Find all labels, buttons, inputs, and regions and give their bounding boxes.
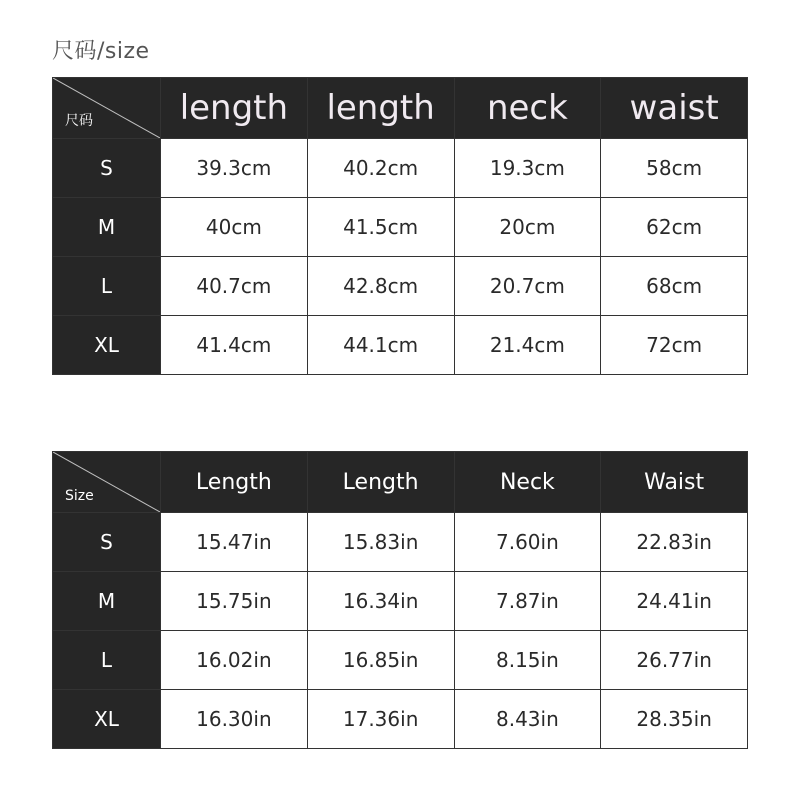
row-size-label: L <box>53 631 161 690</box>
corner-cell <box>53 452 161 513</box>
column-header: neck <box>454 78 601 139</box>
column-header: Length <box>161 452 308 513</box>
page-title: 尺码/size <box>52 39 150 64</box>
column-header: waist <box>601 78 748 139</box>
row-size-label: M <box>53 572 161 631</box>
row-size-label: S <box>53 139 161 198</box>
row-size-label: XL <box>53 690 161 749</box>
table-cell: 22.83in <box>601 513 748 572</box>
table-row <box>53 198 748 257</box>
table-row <box>53 316 748 375</box>
table-header-row <box>53 78 748 139</box>
table-cell: 15.75in <box>161 572 308 631</box>
table-cell: 8.43in <box>454 690 601 749</box>
table-cell: 44.1cm <box>307 316 454 375</box>
size-table-cm <box>52 77 748 375</box>
table-cell: 72cm <box>601 316 748 375</box>
column-header: Neck <box>454 452 601 513</box>
table-cell: 7.60in <box>454 513 601 572</box>
table-row <box>53 631 748 690</box>
row-size-label: L <box>53 257 161 316</box>
table-row <box>53 690 748 749</box>
table-cell: 20cm <box>454 198 601 257</box>
table-cell: 26.77in <box>601 631 748 690</box>
row-size-label: XL <box>53 316 161 375</box>
corner-label: 尺码 <box>65 113 93 129</box>
table-cell: 40.2cm <box>307 139 454 198</box>
table-cell: 16.34in <box>307 572 454 631</box>
table-row <box>53 513 748 572</box>
table-cell: 15.47in <box>161 513 308 572</box>
size-table-in <box>52 451 748 749</box>
table-cell: 41.5cm <box>307 198 454 257</box>
row-size-label: S <box>53 513 161 572</box>
table-cell: 17.36in <box>307 690 454 749</box>
table-cell: 21.4cm <box>454 316 601 375</box>
column-header: length <box>307 78 454 139</box>
table-cell: 39.3cm <box>161 139 308 198</box>
table-cell: 16.85in <box>307 631 454 690</box>
table-cell: 40cm <box>161 198 308 257</box>
table-row <box>53 572 748 631</box>
row-size-label: M <box>53 198 161 257</box>
table-cell: 40.7cm <box>161 257 308 316</box>
column-header: length <box>161 78 308 139</box>
table-cell: 8.15in <box>454 631 601 690</box>
table-cell: 15.83in <box>307 513 454 572</box>
table-cell: 42.8cm <box>307 257 454 316</box>
column-header: Waist <box>601 452 748 513</box>
table-cell: 16.02in <box>161 631 308 690</box>
table-cell: 68cm <box>601 257 748 316</box>
column-header: Length <box>307 452 454 513</box>
corner-cell <box>53 78 161 139</box>
table-cell: 28.35in <box>601 690 748 749</box>
table-cell: 7.87in <box>454 572 601 631</box>
table-cell: 24.41in <box>601 572 748 631</box>
table-cell: 19.3cm <box>454 139 601 198</box>
corner-label: Size <box>65 488 94 504</box>
table-cell: 16.30in <box>161 690 308 749</box>
table-cell: 58cm <box>601 139 748 198</box>
table-row <box>53 257 748 316</box>
table-cell: 20.7cm <box>454 257 601 316</box>
table-row <box>53 139 748 198</box>
table-header-row <box>53 452 748 513</box>
table-cell: 62cm <box>601 198 748 257</box>
table-cell: 41.4cm <box>161 316 308 375</box>
